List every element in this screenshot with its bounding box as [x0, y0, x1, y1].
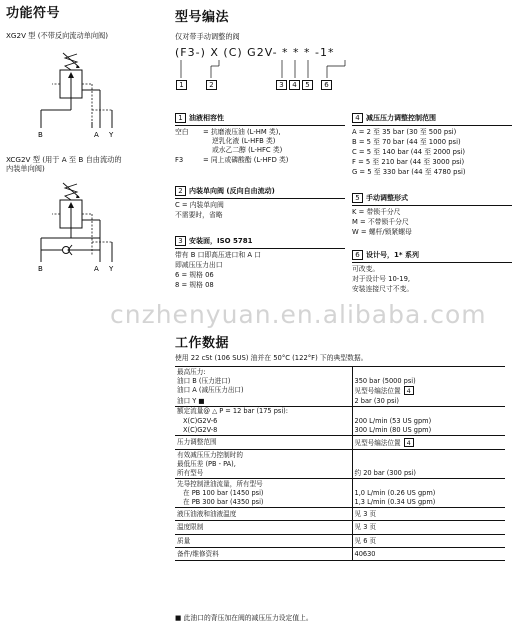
- sec1-l4a: F3: [175, 156, 184, 164]
- port-y-label: Y: [109, 131, 114, 138]
- section-5-number: 5: [352, 193, 363, 203]
- rated-flow-label: 额定流量@ △ P = 12 bar (175 psi):: [177, 407, 288, 416]
- sec4-item-c: C = 5 至 140 bar (44 至 2000 psi): [352, 148, 466, 156]
- xg2v-hydraulic-symbol: [30, 50, 130, 138]
- sec1-l4b: = 同上或磷酸酯 (L-HFD 类): [203, 156, 289, 164]
- pressure-range-label: 压力调整范围: [177, 437, 217, 446]
- temp-limit-label: 温度限制: [177, 523, 204, 532]
- spare-parts-value: 40630: [354, 549, 376, 558]
- port-y-pressure-value: 2 bar (30 psi): [354, 396, 399, 405]
- sec1-l1a: 空白: [175, 128, 189, 136]
- xcg2v-hydraulic-symbol: [30, 180, 130, 272]
- section-2-number: 2: [175, 186, 186, 196]
- min-diff-label-2: 最低压差 (PB - PA),: [177, 459, 236, 468]
- rated-flow-6-label: X(C)G2V-6: [183, 416, 218, 425]
- code-box-1: 1: [176, 80, 187, 90]
- section-5-header: [352, 193, 408, 203]
- fluid-temp-value: 见 3 页: [354, 510, 377, 519]
- pilot-drain-300-label: 在 PB 300 bar (4350 psi): [183, 498, 264, 507]
- pilot-drain-300-value: 1,3 L/min (0.34 US gpm): [354, 498, 436, 507]
- working-data-intro: 使用 22 cSt (106 SUS) 油并在 50°C (122°F) 下的典型数据。: [175, 354, 368, 362]
- sec1-l1b: = 抗磨液压油 (L-HM 类),: [203, 128, 281, 136]
- pressure-range-value: 见型号编法位置: [354, 438, 401, 447]
- table-row: [175, 547, 505, 560]
- ref-box-4b: 4: [404, 438, 414, 447]
- sec5-item-m: M = 不带锁千分尺: [352, 218, 409, 226]
- sec4-item-g: G = 5 至 330 bar (44 至 4780 psi): [352, 168, 466, 176]
- xcg2v-caption-line2: 内装单向阀): [6, 164, 45, 173]
- working-data-table: [175, 366, 505, 561]
- port-b-label: B: [38, 131, 43, 138]
- mass-value: 见 6 页: [354, 536, 377, 545]
- sec6-l3: 安装连接尺寸不变。: [352, 285, 414, 293]
- pilot-drain-label: 先导控制泄油流量，所有型号: [177, 479, 263, 488]
- port-b-pressure-value: 350 bar (5000 psi): [354, 376, 416, 385]
- table-row: [175, 416, 505, 425]
- section-1-title: 油液相容性: [189, 113, 224, 122]
- working-data-title: 工作数据: [175, 336, 230, 351]
- sec3-l4: 8 = 规格 08: [175, 281, 214, 289]
- rated-flow-8-label: X(C)G2V-8: [183, 425, 218, 434]
- port-a-pressure-label: 油口 A (减压压力出口): [177, 386, 244, 395]
- ref-box-4: 4: [404, 386, 414, 395]
- mass-label: 质量: [177, 536, 191, 545]
- section-3-title: 安装面，ISO 5781: [189, 236, 253, 245]
- port-y-pressure-label: 油口 Y ■: [177, 396, 205, 405]
- sec6-l2: 对于设计号 10-19,: [352, 275, 411, 283]
- xcg2v-caption-line1: XCG2V 型 (用于 A 至 B 自由流动的: [6, 155, 122, 164]
- sec3-l3: 6 = 规格 06: [175, 271, 214, 279]
- table-row: [175, 534, 505, 547]
- section-6-header: [352, 250, 419, 260]
- section-2-title: 内装单向阀 (反向自由流动): [189, 186, 275, 195]
- function-symbols-title: 功能符号: [6, 6, 61, 21]
- table-row: [175, 498, 505, 508]
- section-6-title: 设计号，1* 系列: [366, 250, 419, 259]
- table-row: [175, 508, 505, 521]
- port-a-label-2: A: [94, 265, 99, 272]
- section-5-title: 手动调整形式: [366, 193, 408, 202]
- code-box-4: 4: [289, 80, 300, 90]
- port-a-label: A: [94, 131, 99, 138]
- min-diff-label-1: 有效减压压力控制时的: [177, 450, 243, 459]
- sec2-l1: C = 内装单向阀: [175, 201, 224, 209]
- sec4-item-f: F = 5 至 210 bar (44 至 3000 psi): [352, 158, 465, 166]
- min-diff-label-3: 所有型号: [177, 469, 204, 478]
- sec2-l2: 不需要时，省略: [175, 211, 223, 219]
- sec1-l3: 或水乙二醇 (L-HFC 类): [212, 146, 283, 154]
- table-row: [175, 459, 505, 468]
- table-row: [175, 489, 505, 498]
- section-2-header: [175, 186, 275, 196]
- table-row: [175, 479, 505, 489]
- table-row: [175, 386, 505, 396]
- section-6-number: 6: [352, 250, 363, 260]
- sec4-item-a: A = 2 至 35 bar (30 至 500 psi): [352, 128, 457, 136]
- fluid-temp-label: 液压油液和油液温度: [177, 510, 237, 519]
- sec6-l1: 可改变。: [352, 265, 380, 273]
- xg2v-caption: XG2V 型 (不带反向流动单向阀): [6, 31, 109, 40]
- spare-parts-label: 备件/维修资料: [177, 549, 219, 558]
- table-row: [175, 435, 505, 449]
- section-4-number: 4: [352, 113, 363, 123]
- sec5-item-w: W = 螺杆/锁紧螺母: [352, 228, 412, 236]
- model-code-subtitle: 仅对带手动调整的阀: [175, 32, 240, 41]
- table-row: [175, 376, 505, 385]
- sec5-item-k: K = 带锁千分尺: [352, 208, 401, 216]
- temp-limit-value: 见 3 页: [354, 523, 377, 532]
- section-1-number: 1: [175, 113, 186, 123]
- sec3-l1: 带有 B 口即高压进口和 A 口: [175, 251, 261, 259]
- code-box-2: 2: [206, 80, 217, 90]
- watermark-text: cnzhenyuan.en.alibaba.com: [110, 300, 487, 329]
- section-1-header: [175, 113, 224, 123]
- table-row: [175, 396, 505, 406]
- table-row: [175, 406, 505, 416]
- pilot-drain-100-label: 在 PB 100 bar (1450 psi): [183, 489, 264, 498]
- table-row: [175, 521, 505, 534]
- section-4-title: 减压压力调整控制范围: [366, 113, 436, 122]
- code-box-6: 6: [321, 80, 332, 90]
- section-3-number: 3: [175, 236, 186, 246]
- table-row: [175, 425, 505, 435]
- port-a-pressure-value: 见型号编法位置: [354, 387, 401, 396]
- code-box-5: 5: [302, 80, 313, 90]
- section-3-header: [175, 236, 253, 246]
- sec4-item-b: B = 5 至 70 bar (44 至 1000 psi): [352, 138, 461, 146]
- port-y-label-2: Y: [109, 265, 114, 272]
- table-row: [175, 367, 505, 377]
- sec3-l2: 即减压压力出口: [175, 261, 223, 269]
- rated-flow-8-value: 300 L/min (80 US gpm): [354, 425, 432, 434]
- table-row: [175, 449, 505, 459]
- model-code-leaders: [175, 58, 375, 84]
- section-4-header: [352, 113, 436, 123]
- model-code-string: (F3-) X (C) G2V- * * * -1*: [175, 46, 335, 59]
- model-code-title: 型号编法: [175, 10, 230, 25]
- port-b-label-2: B: [38, 265, 43, 272]
- max-pressure-label: 最高压力:: [177, 367, 206, 376]
- code-box-3: 3: [276, 80, 287, 90]
- min-diff-value: 约 20 bar (300 psi): [354, 469, 416, 478]
- table-row: [175, 469, 505, 479]
- sec1-l2: 逆乳化液 (L-HFB 类): [212, 137, 276, 145]
- port-b-pressure-label: 油口 B (压力进口): [177, 376, 231, 385]
- rated-flow-6-value: 200 L/min (53 US gpm): [354, 416, 432, 425]
- footnote: ■ 此油口的背压加在阀的减压压力设定值上。: [175, 614, 313, 622]
- pilot-drain-100-value: 1,0 L/min (0.26 US gpm): [354, 489, 436, 498]
